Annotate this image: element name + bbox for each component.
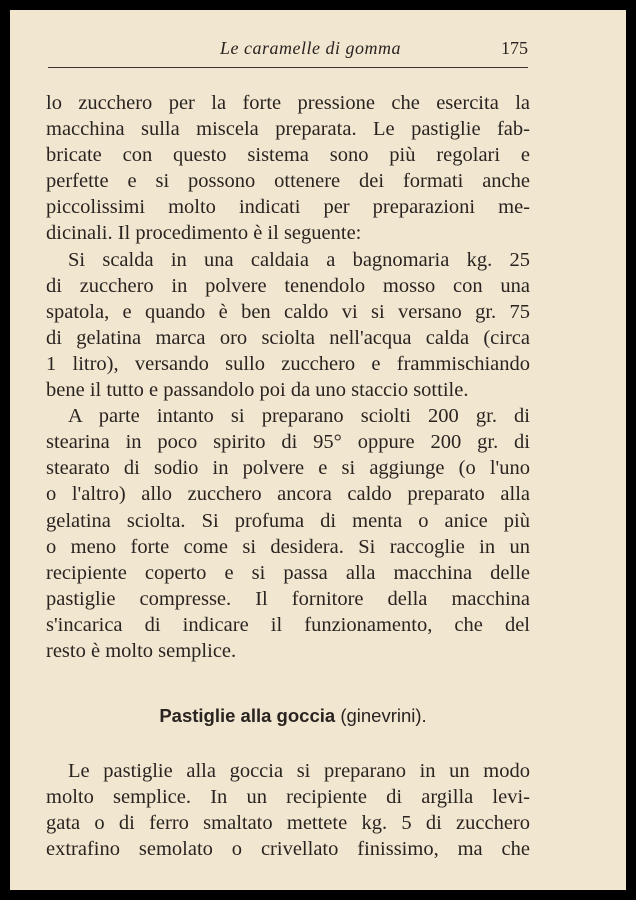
text-line: lo zucchero per la forte pressione che esercita la [46,92,530,114]
section-heading [46,694,530,738]
body-text [46,90,530,862]
paragraph-2 [46,247,530,404]
text-line: molto semplice. In un recipiente di argilla levi- [46,786,530,809]
text-line: recipiente coperto e si passa alla macchina delle [46,561,530,584]
section-gap [46,664,530,694]
text-line: stearato di sodio in polvere e si aggiunge (o l'uno [46,457,530,480]
text-line: Si scalda in una caldaia a bagnomaria kg. 25 [68,248,530,271]
book-page [10,10,626,890]
text-line: gata o di ferro smaltato mettete kg. 5 di zucchero [46,812,530,835]
section-gap [46,738,530,758]
text-line: di zucchero in polvere tenendolo mosso con una [46,274,530,297]
text-line: o l'altro) allo zucchero ancora caldo preparato alla [46,483,530,506]
text-line: resto è molto semplice. [46,639,237,662]
text-line: piccolissimi molto indicati per preparazioni me- [46,196,530,219]
text-line: Le pastiglie alla goccia si preparano in un modo [68,760,530,783]
text-line: spatola, e quando è ben caldo vi si versano gr. 75 [46,300,530,323]
text-line: bene il tutto e passandolo poi da uno staccio sottile. [46,379,469,402]
text-line: di gelatina marca oro sciolta nell'acqua calda (circa [46,326,530,349]
header-rule [48,67,528,68]
running-title: Le caramelle di gomma [220,38,401,58]
paragraph-1 [46,90,530,247]
section-heading-main: Pastiglie alla goccia [159,705,336,727]
text-line: perfette e si possono ottenere dei formati anche [46,170,530,193]
text-line: stearina in poco spirito di 95° oppure 200 gr. di [46,431,530,454]
running-header [48,38,528,68]
text-line: gelatina sciolta. Si profuma di menta o anice più [46,509,530,532]
page-number: 175 [501,38,528,58]
text-line: pastiglie compresse. Il fornitore della macchina [46,587,530,610]
paragraph-4 [46,758,530,862]
text-line: macchina sulla miscela preparata. Le pastiglie fab- [46,118,530,141]
text-line: A parte intanto si preparano sciolti 200 gr. di [68,405,530,428]
text-line: bricate con questo sistema sono più regolari e [46,144,530,167]
text-line: o meno forte come si desidera. Si raccoglie in un [46,535,530,558]
text-line: extrafino semolato o crivellato finissimo, ma che [46,838,530,861]
section-heading-paren: (ginevrini). [340,705,427,727]
text-line: s'incarica di indicare il funzionamento, che del [46,613,530,636]
text-line: dicinali. Il procedimento è il seguente: [46,222,362,245]
text-line: 1 litro), versando sullo zucchero e frammischiando [46,352,530,375]
paragraph-3 [46,403,530,664]
